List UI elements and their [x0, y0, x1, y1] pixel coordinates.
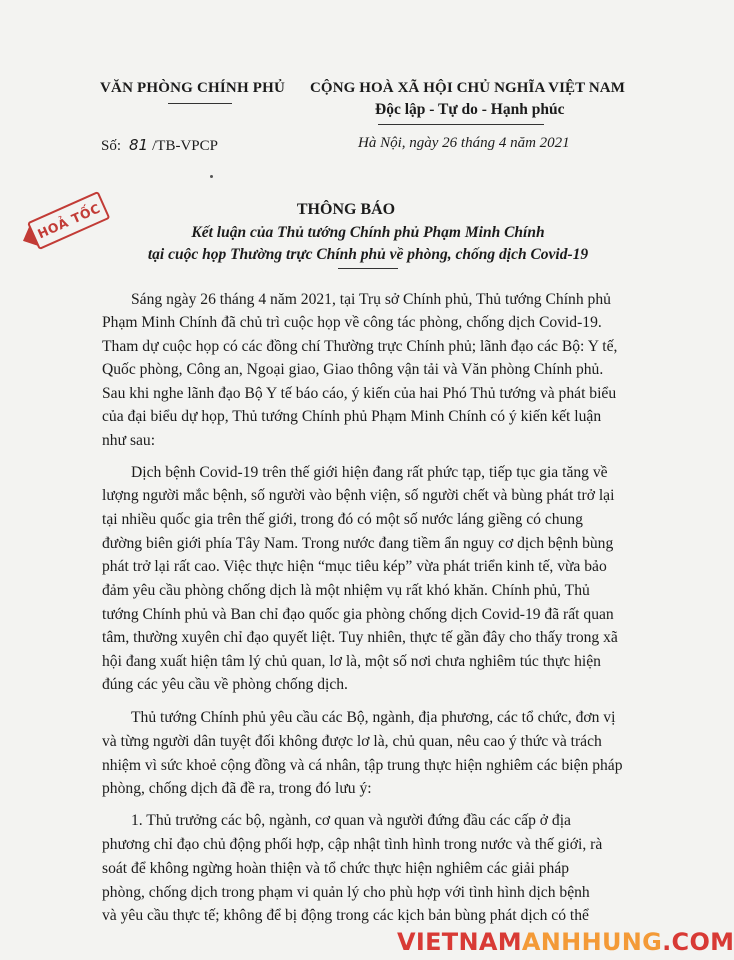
scan-speck	[210, 175, 213, 178]
number-suffix: /TB-VPCP	[152, 138, 218, 154]
document-subtitle-line-1: Kết luận của Thủ tướng Chính phủ Phạm Minh Chính	[191, 224, 545, 241]
national-motto: Độc lập - Tự do - Hạnh phúc	[375, 101, 565, 118]
agency-underline	[168, 103, 232, 104]
stamp-label: HOẢ TỐC	[27, 191, 110, 250]
issuing-agency: VĂN PHÒNG CHÍNH PHỦ	[100, 80, 286, 96]
body-line: và từng người dân tuyệt đối không được lơ là, chủ quan, nêu cao ý thức và trách	[102, 733, 602, 750]
urgent-stamp	[27, 190, 113, 252]
body-line: Quốc phòng, Công an, Ngoại giao, Giao thông vận tải và Văn phòng Chính phủ.	[102, 361, 604, 378]
body-line: đảm yêu cầu phòng chống dịch là một nhiệm vụ rất khó khăn. Chính phủ, Thủ	[102, 582, 590, 599]
body-line: phòng, chống dịch trong phạm vi quản lý cho phù hợp với tình hình dịch bệnh	[102, 884, 590, 901]
body-line: soát để không ngừng hoàn thiện và tổ chức thực hiện nghiêm các giải pháp	[102, 860, 570, 877]
motto-underline	[378, 124, 544, 125]
watermark-part-3: .COM	[662, 928, 734, 956]
watermark-part-1: VIETNAM	[397, 928, 522, 956]
document-heading: THÔNG BÁO	[296, 201, 396, 218]
body-line: phát trở lại rất cao. Việc thực hiện “mục tiêu kép” vừa phát triển kinh tế, vừa bảo	[102, 558, 607, 575]
body-line: Thủ tướng Chính phủ yêu cầu các Bộ, ngành, địa phương, các tổ chức, đơn vị	[131, 709, 616, 726]
body-line: tướng Chính phủ và Ban chỉ đạo quốc gia phòng chống dịch Covid-19 đã rất quan	[102, 606, 614, 623]
body-line: lượng người mắc bệnh, số người vào bệnh viện, số người chết và bùng phát trở lại	[102, 487, 615, 504]
title-underline	[338, 268, 398, 269]
document-subtitle-line-2: tại cuộc họp Thường trực Chính phủ về phòng, chống dịch Covid-19	[147, 246, 589, 263]
body-line: nhiệm vì sức khoẻ cộng đồng và cá nhân, tập trung thực hiện nghiêm các biện pháp	[102, 757, 623, 774]
number-prefix: Số:	[101, 138, 122, 154]
body-line: 1. Thủ trưởng các bộ, ngành, cơ quan và người đứng đầu các cấp ở địa	[131, 812, 571, 829]
document-number	[101, 136, 218, 155]
body-line: hội đang xuất hiện tâm lý chủ quan, lơ là, một số nơi chưa nghiêm túc thực hiện	[102, 653, 601, 670]
body-line: Sáng ngày 26 tháng 4 năm 2021, tại Trụ sở Chính phủ, Thủ tướng Chính phủ	[131, 291, 611, 308]
body-line: phương chỉ đạo chủ động phối hợp, cập nhật tình hình trong nước và thế giới, rà	[102, 836, 603, 853]
body-line: tại nhiều quốc gia trên thế giới, trong đó có một số nước láng giềng có chung	[102, 511, 583, 528]
body-line: đường biên giới phía Tây Nam. Trong nước đang tiềm ẩn nguy cơ dịch bệnh bùng	[102, 535, 614, 552]
document-date: Hà Nội, ngày 26 tháng 4 năm 2021	[358, 135, 570, 151]
watermark-part-2: ANHHUNG	[521, 928, 663, 956]
number-value: 81	[129, 136, 149, 154]
body-line: như sau:	[102, 432, 156, 449]
body-line: tâm, thường xuyên chỉ đạo quyết liệt. Tuy nhiên, thực tế gần đây cho thấy trong xã	[102, 629, 618, 646]
body-line: Tham dự cuộc họp có các đồng chí Thường trực Chính phủ; lãnh đạo các Bộ: Y tế,	[102, 338, 618, 355]
body-line: Dịch bệnh Covid-19 trên thế giới hiện đang rất phức tạp, tiếp tục gia tăng về	[131, 464, 608, 481]
body-line: của đại biểu dự họp, Thủ tướng Chính phủ Phạm Minh Chính có ý kiến kết luận	[102, 408, 602, 425]
body-line: Sau khi nghe lãnh đạo Bộ Y tế báo cáo, ý kiến của hai Phó Thủ tướng và phát biểu	[102, 385, 617, 402]
national-title: CỘNG HOÀ XÃ HỘI CHỦ NGHĨA VIỆT NAM	[310, 80, 625, 96]
body-line: phòng, chống dịch đã đề ra, trong đó lưu ý:	[102, 780, 372, 797]
site-watermark	[397, 928, 734, 956]
body-line: Phạm Minh Chính đã chủ trì cuộc họp về công tác phòng, chống dịch Covid-19.	[102, 314, 602, 331]
body-line: đúng các yêu cầu về phòng chống dịch.	[102, 676, 348, 693]
body-line: và yêu cầu thực tế; không để bị động trong các kịch bản bùng phát dịch có thể	[102, 907, 589, 924]
